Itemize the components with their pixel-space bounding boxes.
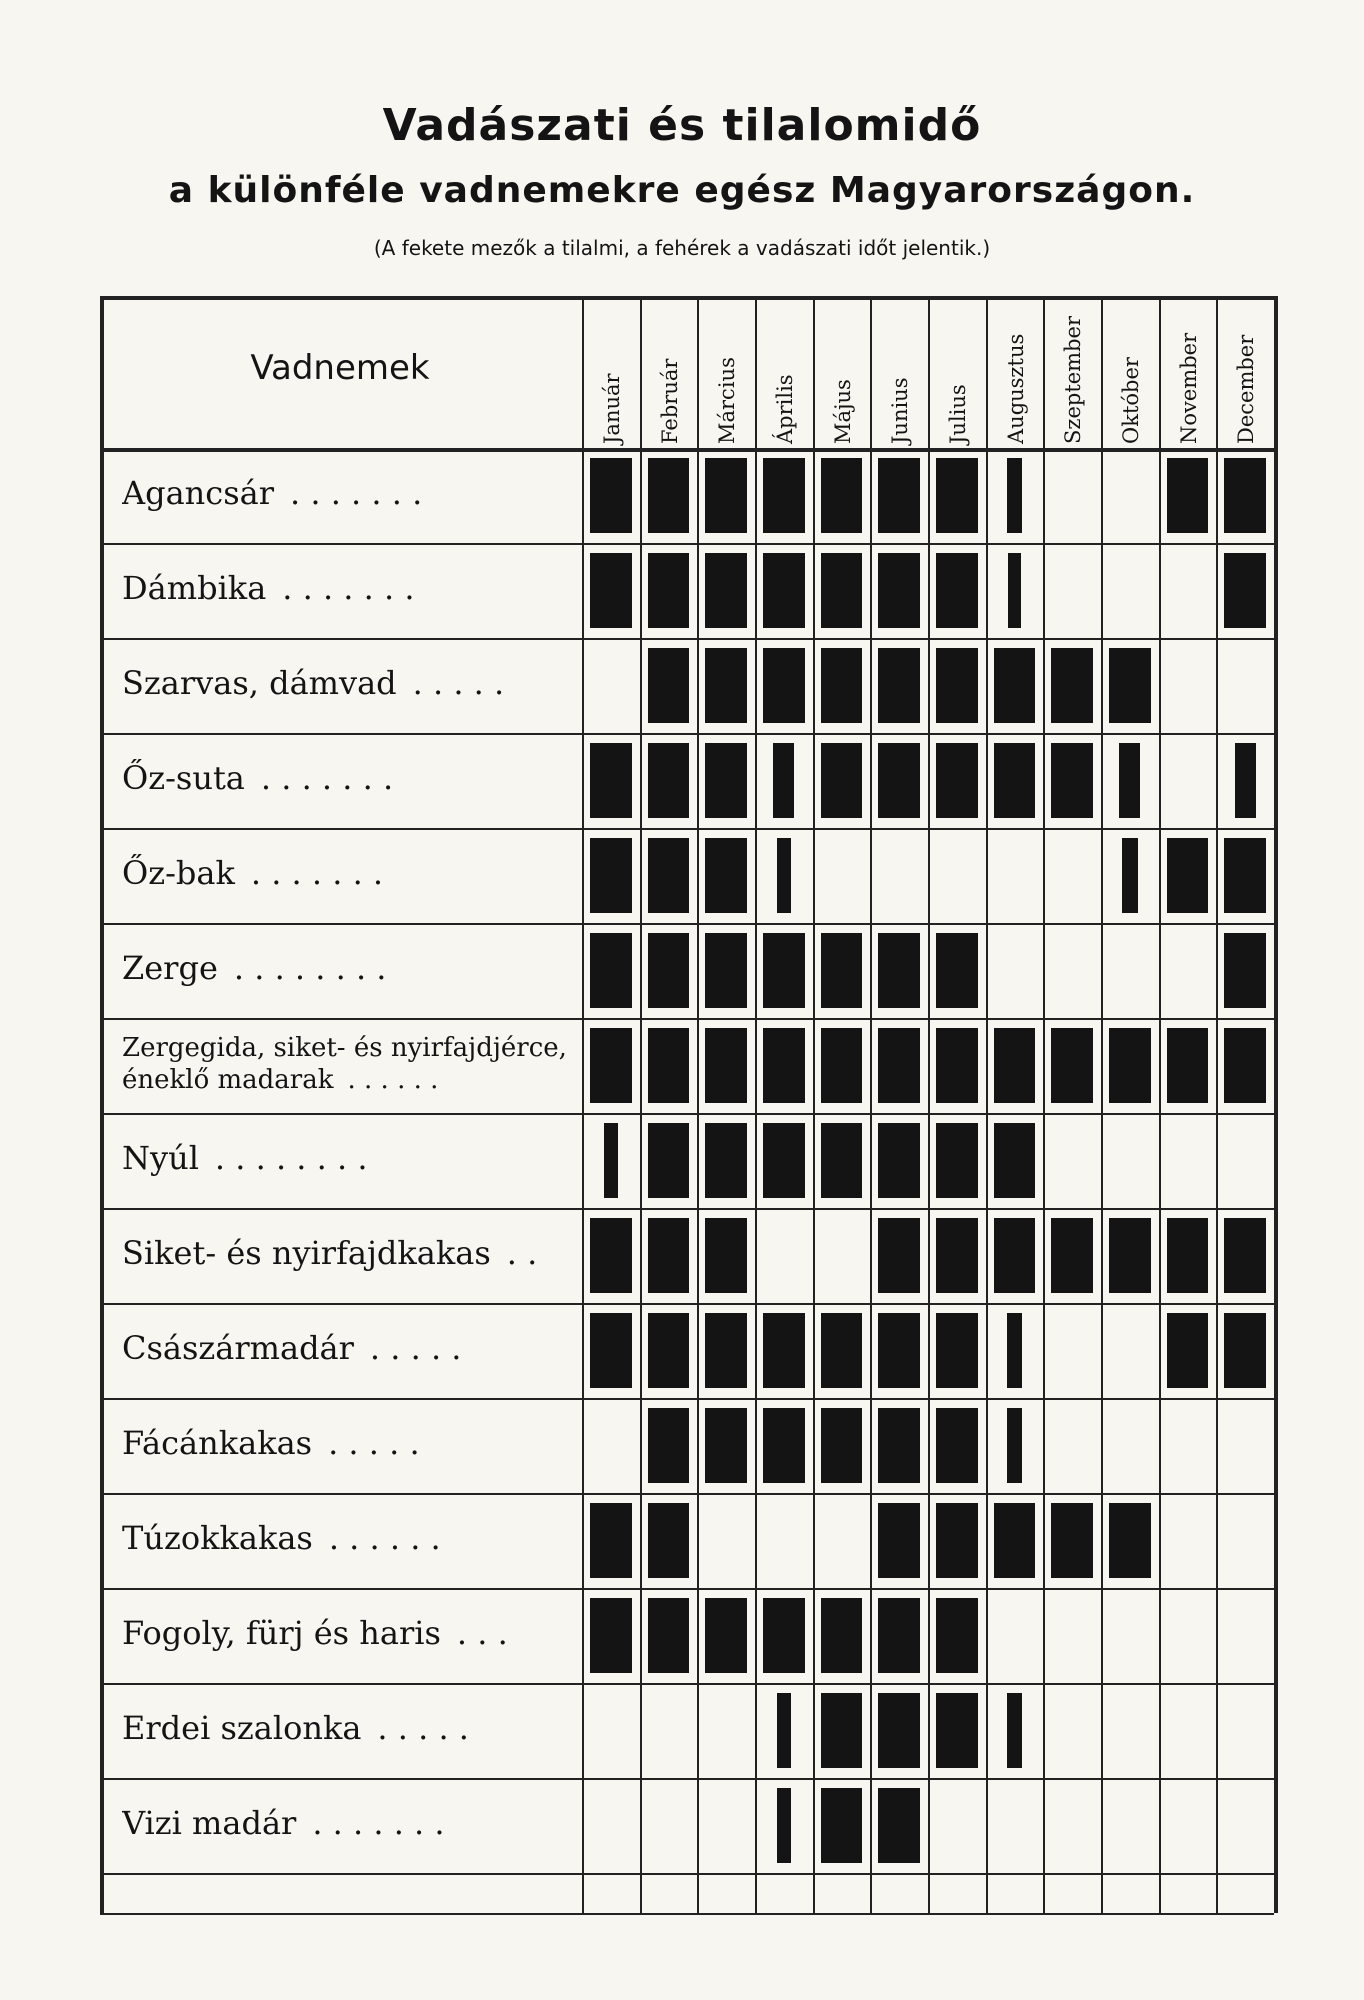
closed-season-block	[648, 743, 690, 818]
closed-season-block	[878, 1693, 920, 1768]
closed-season-block	[1224, 1313, 1266, 1388]
closed-season-block	[1167, 1313, 1209, 1388]
closed-season-block	[878, 1028, 920, 1103]
legend-note: (A fekete mezők a tilalmi, a fehérek a vadászati időt jelentik.)	[373, 236, 991, 260]
closed-season-block	[648, 1123, 690, 1198]
row-rule	[100, 1493, 1274, 1495]
row-label-text: Császármadár	[122, 1329, 354, 1367]
closed-season-block	[1051, 1028, 1093, 1103]
closed-season-block	[1051, 1503, 1093, 1578]
closed-season-block	[878, 743, 920, 818]
row-label-text: Dámbika	[122, 569, 267, 607]
closed-season-block	[648, 838, 690, 913]
row-rule	[100, 1113, 1274, 1115]
month-column-rule	[1216, 296, 1218, 1913]
closed-season-block	[878, 1218, 920, 1293]
leader-dots: . .	[506, 1234, 538, 1272]
month-label: December	[1234, 334, 1259, 444]
closed-season-block	[1167, 1028, 1209, 1103]
closed-season-block	[590, 838, 632, 913]
closed-season-block	[590, 1598, 632, 1673]
row-label-text: Siket- és nyirfajdkakas	[122, 1234, 491, 1272]
closed-season-block	[648, 1313, 690, 1388]
closed-season-block	[936, 458, 978, 533]
closed-season-block	[648, 458, 690, 533]
closed-season-block	[1007, 1408, 1022, 1483]
row-rule	[100, 1303, 1274, 1305]
row-label-4	[122, 759, 572, 797]
closed-season-block	[821, 1693, 863, 1768]
closed-season-block	[878, 1408, 920, 1483]
header-vadnemek: Vadnemek	[250, 348, 430, 388]
month-label: Április	[772, 374, 797, 444]
closed-season-block	[763, 648, 805, 723]
closed-season-block	[878, 1503, 920, 1578]
month-column-rule	[1043, 296, 1045, 1913]
closed-season-block	[648, 933, 690, 1008]
leader-dots: . . . . .	[328, 1424, 420, 1462]
row-rule	[100, 1778, 1274, 1780]
leader-dots: . . .	[456, 1614, 508, 1652]
closed-season-block	[1109, 1503, 1151, 1578]
closed-season-block	[936, 1123, 978, 1198]
closed-season-block	[821, 1313, 863, 1388]
closed-season-block	[705, 1408, 747, 1483]
closed-season-block	[648, 1598, 690, 1673]
row-label-line2	[122, 1064, 572, 1096]
closed-season-block	[1235, 743, 1256, 818]
row-label-text: Vizi madár	[122, 1804, 297, 1842]
table-left-rule	[100, 296, 104, 1913]
closed-season-block	[878, 458, 920, 533]
closed-season-block	[1051, 1218, 1093, 1293]
row-label-text: Nyúl	[122, 1139, 199, 1177]
month-column-rule	[813, 296, 815, 1913]
closed-season-block	[1007, 1693, 1022, 1768]
closed-season-block	[705, 458, 747, 533]
closed-season-block	[821, 743, 863, 818]
month-label: Május	[830, 379, 855, 444]
closed-season-block	[590, 743, 632, 818]
row-label-7	[122, 1032, 572, 1096]
closed-season-block	[1051, 648, 1093, 723]
month-label: Augusztus	[1003, 333, 1028, 444]
closed-season-block	[1109, 1028, 1151, 1103]
row-label-text: Erdei szalonka	[122, 1709, 362, 1747]
closed-season-block	[763, 1408, 805, 1483]
closed-season-block	[821, 1123, 863, 1198]
closed-season-block	[777, 838, 792, 913]
row-rule	[100, 1018, 1274, 1020]
closed-season-block	[590, 458, 632, 533]
closed-season-block	[648, 1028, 690, 1103]
row-label-6	[122, 949, 572, 987]
row-label-text: Őz-bak	[122, 854, 235, 892]
row-label-text: Fácánkakas	[122, 1424, 313, 1462]
closed-season-block	[705, 1028, 747, 1103]
row-rule	[100, 923, 1274, 925]
closed-season-block	[821, 458, 863, 533]
closed-season-block	[705, 933, 747, 1008]
closed-season-block	[604, 1123, 619, 1198]
table-bottom-rule	[100, 1913, 1274, 1915]
row-rule	[100, 828, 1274, 830]
closed-season-block	[936, 1313, 978, 1388]
row-rule	[100, 1208, 1274, 1210]
leader-dots: . . . . .	[377, 1709, 469, 1747]
row-rule	[100, 1398, 1274, 1400]
leader-dots: . . . . . . .	[250, 854, 384, 892]
page-title: Vadászati és tilalomidő	[382, 100, 982, 151]
closed-season-block	[994, 1503, 1036, 1578]
closed-season-block	[821, 1408, 863, 1483]
closed-season-block	[1122, 838, 1139, 913]
row-label-11	[122, 1424, 572, 1462]
row-rule	[100, 638, 1274, 640]
closed-season-block	[648, 1408, 690, 1483]
row-label-text: Túzokkakas	[122, 1519, 313, 1557]
closed-season-block	[936, 1693, 978, 1768]
closed-season-block	[878, 648, 920, 723]
closed-season-block	[936, 648, 978, 723]
month-column-rule	[870, 296, 872, 1913]
closed-season-block	[590, 1218, 632, 1293]
leader-dots: . . . . . . .	[282, 569, 415, 607]
row-label-text: Agancsár	[122, 474, 274, 512]
closed-season-block	[773, 743, 794, 818]
closed-season-block	[590, 933, 632, 1008]
row-label-10	[122, 1329, 572, 1367]
closed-season-block	[936, 933, 978, 1008]
closed-season-block	[821, 553, 863, 628]
month-column-rule	[1101, 296, 1103, 1913]
page-subtitle: a különféle vadnemekre egész Magyarországon.	[168, 170, 1196, 211]
closed-season-block	[1008, 553, 1021, 628]
row-label-12	[122, 1519, 572, 1557]
closed-season-block	[936, 1218, 978, 1293]
closed-season-block	[936, 1028, 978, 1103]
closed-season-block	[821, 648, 863, 723]
month-label: Julius	[945, 384, 970, 444]
leader-dots: . . . . . . . .	[214, 1139, 368, 1177]
closed-season-block	[705, 648, 747, 723]
row-label-text: Szarvas, dámvad	[122, 664, 397, 702]
closed-season-block	[1119, 743, 1140, 818]
month-label: Junius	[888, 377, 913, 444]
row-label-5	[122, 854, 572, 892]
closed-season-block	[821, 1788, 863, 1863]
closed-season-block	[590, 1503, 632, 1578]
closed-season-block	[705, 553, 747, 628]
row-rule	[100, 1588, 1274, 1590]
month-label: Október	[1118, 357, 1143, 444]
closed-season-block	[994, 648, 1036, 723]
row-label-3	[122, 664, 572, 702]
row-label-1	[122, 474, 572, 512]
closed-season-block	[590, 553, 632, 628]
closed-season-block	[705, 1218, 747, 1293]
closed-season-block	[821, 933, 863, 1008]
row-label-15	[122, 1804, 572, 1842]
closed-season-block	[936, 553, 978, 628]
month-label: Január	[599, 373, 624, 444]
closed-season-block	[994, 1218, 1036, 1293]
month-column-rule	[1159, 296, 1161, 1913]
closed-season-block	[777, 1788, 792, 1863]
closed-season-block	[648, 553, 690, 628]
closed-season-block	[1224, 1218, 1266, 1293]
closed-season-block	[1007, 1313, 1022, 1388]
closed-season-block	[763, 1313, 805, 1388]
closed-season-block	[878, 1313, 920, 1388]
closed-season-block	[648, 648, 690, 723]
leader-dots: . . . . . . .	[260, 759, 394, 797]
closed-season-block	[763, 1123, 805, 1198]
table-right-rule	[1274, 296, 1278, 1913]
closed-season-block	[1167, 838, 1209, 913]
row-label-text: Őz-suta	[122, 759, 245, 797]
closed-season-block	[936, 743, 978, 818]
leader-dots: . . . . . . . .	[233, 949, 387, 987]
row-rule	[100, 1873, 1274, 1875]
row-label-14	[122, 1709, 572, 1747]
month-label: November	[1176, 332, 1201, 444]
closed-season-block	[763, 553, 805, 628]
month-label: Február	[657, 358, 682, 444]
row-rule	[100, 733, 1274, 735]
table-top-rule	[100, 296, 1274, 300]
leader-dots: . . . . . .	[328, 1519, 441, 1557]
row-label-line1: Zergegida, siket- és nyirfajdjérce,	[122, 1033, 567, 1063]
closed-season-block	[1109, 648, 1151, 723]
closed-season-block	[936, 1503, 978, 1578]
month-column-rule	[986, 296, 988, 1913]
row-label-13	[122, 1614, 572, 1652]
month-column-rule	[755, 296, 757, 1913]
month-label: Március	[715, 357, 740, 444]
closed-season-block	[1224, 553, 1266, 628]
closed-season-block	[1167, 458, 1209, 533]
month-column-rule	[697, 296, 699, 1913]
row-rule	[100, 1683, 1274, 1685]
closed-season-block	[1051, 743, 1093, 818]
closed-season-block	[763, 1028, 805, 1103]
closed-season-block	[763, 458, 805, 533]
closed-season-block	[590, 1028, 632, 1103]
closed-season-block	[994, 1123, 1036, 1198]
closed-season-block	[763, 933, 805, 1008]
closed-season-block	[705, 743, 747, 818]
name-column-rule	[582, 296, 584, 1913]
closed-season-block	[936, 1598, 978, 1673]
closed-season-block	[821, 1598, 863, 1673]
row-label-8	[122, 1139, 572, 1177]
closed-season-block	[821, 1028, 863, 1103]
closed-season-block	[763, 1598, 805, 1673]
closed-season-block	[1224, 933, 1266, 1008]
closed-season-block	[878, 553, 920, 628]
closed-season-block	[705, 1598, 747, 1673]
closed-season-block	[936, 1408, 978, 1483]
row-label-text: Zerge	[122, 949, 218, 987]
closed-season-block	[994, 743, 1036, 818]
closed-season-block	[648, 1218, 690, 1293]
leader-dots: . . . . .	[369, 1329, 462, 1367]
leader-dots: . . . . .	[412, 664, 505, 702]
closed-season-block	[648, 1503, 690, 1578]
closed-season-block	[1224, 458, 1266, 533]
row-label-text: éneklő madarak	[122, 1065, 334, 1095]
closed-season-block	[994, 1028, 1036, 1103]
closed-season-block	[1109, 1218, 1151, 1293]
row-label-2	[122, 569, 572, 607]
month-column-rule	[640, 296, 642, 1913]
closed-season-block	[777, 1693, 792, 1768]
row-label-text: Fogoly, fürj és haris	[122, 1614, 441, 1652]
leader-dots: . . . . . . .	[290, 474, 423, 512]
closed-season-block	[878, 1123, 920, 1198]
header-bottom-rule	[100, 448, 1274, 452]
leader-dots: . . . . . . .	[312, 1804, 445, 1842]
month-label: Szeptember	[1061, 315, 1086, 444]
closed-season-block	[1167, 1218, 1209, 1293]
closed-season-block	[878, 1598, 920, 1673]
closed-season-block	[705, 1123, 747, 1198]
closed-season-block	[878, 1788, 920, 1863]
closed-season-block	[1224, 838, 1266, 913]
closed-season-block	[590, 1313, 632, 1388]
closed-season-block	[1224, 1028, 1266, 1103]
leader-dots: . . . . . .	[347, 1065, 439, 1095]
row-rule	[100, 543, 1274, 545]
closed-season-block	[1007, 458, 1022, 533]
closed-season-block	[705, 838, 747, 913]
row-label-9	[122, 1234, 572, 1272]
closed-season-block	[705, 1313, 747, 1388]
closed-season-block	[878, 933, 920, 1008]
month-column-rule	[928, 296, 930, 1913]
